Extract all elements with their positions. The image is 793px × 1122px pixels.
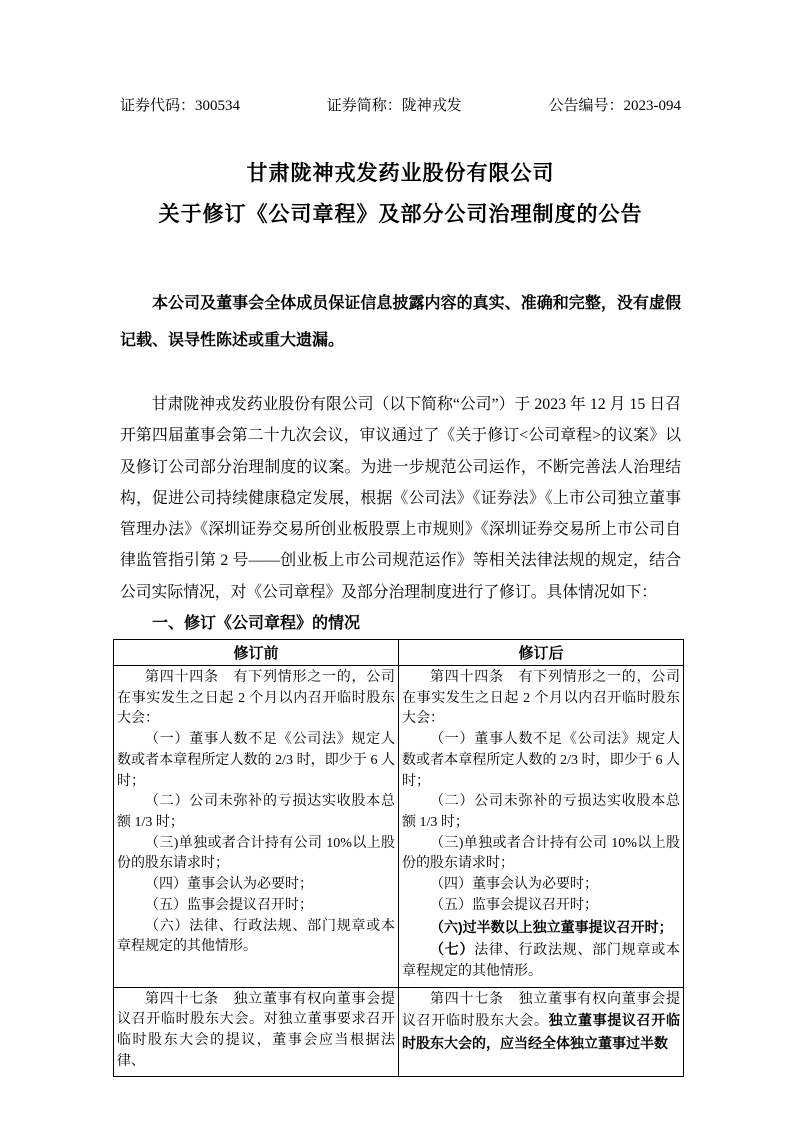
cell-paragraph: （一）董事人数不足《公司法》规定人数或者本章程所定人数的 2/3 时，即少于 6 人时； xyxy=(117,732,395,789)
revision-comparison-table xyxy=(113,639,684,1077)
table-row xyxy=(114,987,684,1077)
cell-paragraph: （七）法律、行政法规、部门规章或本章程规定的其他情形。 xyxy=(402,941,680,979)
announcement-title: 关于修订《公司章程》及部分公司治理制度的公告 xyxy=(158,202,643,226)
section-heading: 一、修订《公司章程》的情况 xyxy=(152,615,361,633)
cell-after xyxy=(399,987,684,1077)
cell-paragraph: 第四十四条 有下列情形之一的，公司在事实发生之日起 2 个月以内召开临时股东大会： xyxy=(117,670,395,727)
cell-paragraph: （六)过半数以上独立董事提议召开时； xyxy=(430,918,673,935)
column-header-after: 修订后 xyxy=(399,640,684,666)
cell-paragraph: （三)单独或者合计持有公司 10%以上股份的股东请求时； xyxy=(117,835,395,872)
cell-paragraph: 第四十四条 有下列情形之一的，公司在事实发生之日起 2 个月以内召开临时股东大会： xyxy=(402,670,680,727)
cell-paragraph: （五）监事会提议召开时； xyxy=(430,897,598,913)
cell-paragraph: （二）公司未弥补的亏损达实收股本总额 1/3 时； xyxy=(117,794,395,830)
cell-before xyxy=(114,666,399,988)
cell-before xyxy=(114,987,399,1077)
revision-table-head xyxy=(114,640,684,666)
stock-code: 证券代码：300534 xyxy=(120,98,241,114)
document-header xyxy=(120,96,681,116)
cell-paragraph: （一）董事人数不足《公司法》规定人数或者本章程所定人数的 2/3 时，即少于 6 人时； xyxy=(402,732,680,789)
disclaimer-statement: 本公司及董事会全体成员保证信息披露内容的真实、准确和完整，没有虚假记载、误导性陈述或重大遗漏。 xyxy=(120,295,681,349)
cell-paragraph: 第四十七条 独立董事有权向董事会提议召开临时股东大会。独立董事提议召开临时股东大会的，应当经全体独立董事过半数 xyxy=(402,991,681,1052)
table-row xyxy=(114,666,684,988)
cell-paragraph: （四）董事会认为必要时； xyxy=(145,877,313,893)
table-header-row xyxy=(114,640,684,666)
body-paragraph: 甘肃陇神戎发药业股份有限公司（以下简称“公司”）于 2023 年 12 月 15 日召开第四届董事会第二十九次会议，审议通过了《关于修订<公司章程>的议案》以及修订公司部分治理制度的议案。为进一步规范公司运作，不断完善法人治理结构，促进公司持续健康稳定发展，根据《公司法》《证券法》《上市公司独立董事管理办法》《深圳证券交易所创业板股票上市规则》《深圳证券交易所上市公司自律监管指引第 2 号——创业板上市公司规范运作》等相关法律法规的规定，结合公司实际情况，对《公司章程》及部分治理制度进行了修订。具体情况如下： xyxy=(120,396,681,601)
cell-paragraph: （四）董事会认为必要时； xyxy=(430,877,598,893)
cell-paragraph: （二）公司未弥补的亏损达实收股本总额 1/3 时； xyxy=(402,794,680,830)
stock-short-name: 证券简称：陇神戎发 xyxy=(326,98,462,114)
column-header-before: 修订前 xyxy=(114,640,399,666)
announcement-number: 公告编号：2023-094 xyxy=(548,98,681,114)
cell-paragraph: 第四十七条 独立董事有权向董事会提议召开临时股东大会。对独立董事要求召开临时股东大会的提议，董事会应当根据法律、 xyxy=(117,991,395,1069)
cell-paragraph: （六）法律、行政法规、部门规章或本章程规定的其他情形。 xyxy=(117,918,395,955)
cell-paragraph: （三)单独或者合计持有公司 10%以上股份的股东请求时； xyxy=(402,835,680,872)
cell-paragraph: （五）监事会提议召开时； xyxy=(145,897,313,913)
company-name-title: 甘肃陇神戎发药业股份有限公司 xyxy=(246,161,555,185)
revision-table-body xyxy=(114,666,684,1077)
cell-after xyxy=(399,666,684,988)
